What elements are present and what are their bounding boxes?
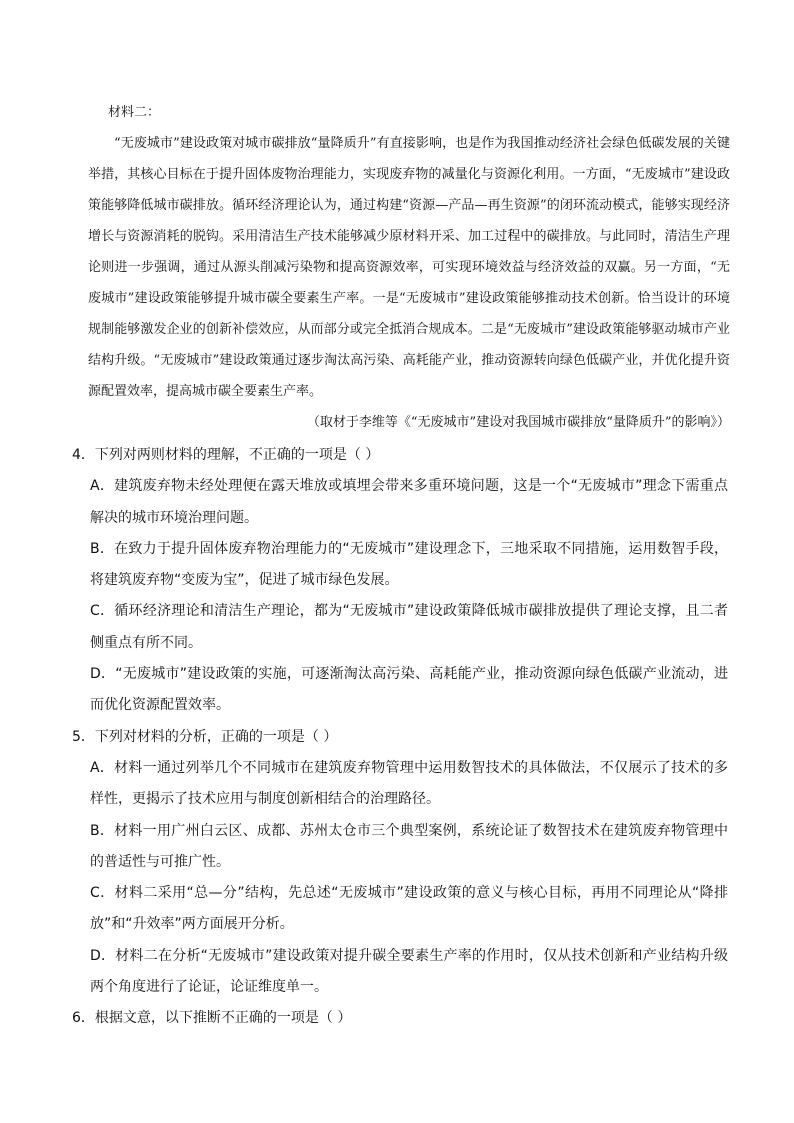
material-two-passage (88, 100, 730, 438)
option-c: C．材料二采用“总—分”结构，先总述“无废城市”建设政策的意义与核心目标，再用不同理论从“降排放”和“升效率”两方面展开分析。 (90, 885, 728, 933)
option-b: B．在致力于提升固体废弃物治理能力的“无废城市”建设理念下，三地采取不同措施，运用数智手段，将建筑废弃物“变废为宝”，促进了城市绿色发展。 (90, 540, 728, 589)
question-stem: 4．下列对两则材料的理解，不正确的一项是（ ） (72, 447, 380, 463)
option-d: D．“无废城市”建设政策的实施，可逐渐淘汰高污染、高耗能产业，推动资源向绿色低碳产业流动，进而优化资源配置效率。 (90, 666, 728, 714)
question-stem: 6．根据文意，以下推断不正确的一项是（ ） (72, 1010, 352, 1027)
option-c: C．循环经济理论和清洁生产理论，都为“无废城市”建设政策降低城市碳排放提供了理论支撑，且二者侧重点有所不同。 (90, 603, 728, 651)
material-body: “无废城市”建设政策对城市碳排放“量降质升”有直接影响，也是作为我国推动经济社会绿色低碳发展的关键举措，其核心目标在于提升固体废物治理能力，实现废弃物的减量化与资源化利用。一方面，“无废城市”建设政策能够降低城市碳排放。循环经济理论认为，通过构建“资源—产品—再生资源”的闭环流动模式，能够实现经济增长与资源消耗的脱钩。采用清洁生产技术能够减少原材料开采、加工过程中的碳排放。与此同时，清洁生产理论则进一步强调，通过从源头削减污染物和提高资源效率，可实现环境效益与经济效益的双赢。另一方面，“无废城市”建设政策能够提升城市碳全要素生产率。一是“无废城市”建设政策能够推动技术创新。恰当设计的环境规制能够激发企业的创新补偿效应，从而部分或完全抵消合规成本。二是“无废城市”建设政策能够驱动城市产业结构升级。“无废城市”建设政策通过逐步淘汰高污染、高耗能产业，推动资源转向绿色低碳产业，并优化提升资源配置效率，提高城市碳全要素生产率。 (88, 136, 730, 399)
question-list (72, 440, 728, 1035)
option-b: B．材料一用广州白云区、成都、苏州太仓市三个典型案例，系统论证了数智技术在建筑废弃物管理中的普适性与可推广性。 (90, 822, 728, 870)
question-stem: 5．下列对材料的分析，正确的一项是（ ） (72, 728, 338, 745)
question-5 (72, 722, 728, 1004)
material-label: 材料二： (108, 105, 161, 120)
question-6 (72, 1003, 728, 1034)
option-a: A．材料一通过列举几个不同城市在建筑废弃物管理中运用数智技术的具体做法，不仅展示了技术的多样性，更揭示了技术应用与制度创新相结合的治理路径。 (90, 759, 728, 808)
option-a: A．建筑废弃物未经处理便在露天堆放或填埋会带来多重环境问题，这是一个“无废城市”理念下需重点解决的城市环境治理问题。 (90, 478, 728, 526)
option-d: D．材料二在分析“无废城市”建设政策对提升碳全要素生产率的作用时，仅从技术创新和产业结构升级两个角度进行了论证，论证维度单一。 (90, 947, 728, 996)
question-4 (72, 440, 728, 722)
material-source: （取材于李维等《“无废城市”建设对我国城市碳排放“量降质升”的影响》） (306, 415, 730, 430)
